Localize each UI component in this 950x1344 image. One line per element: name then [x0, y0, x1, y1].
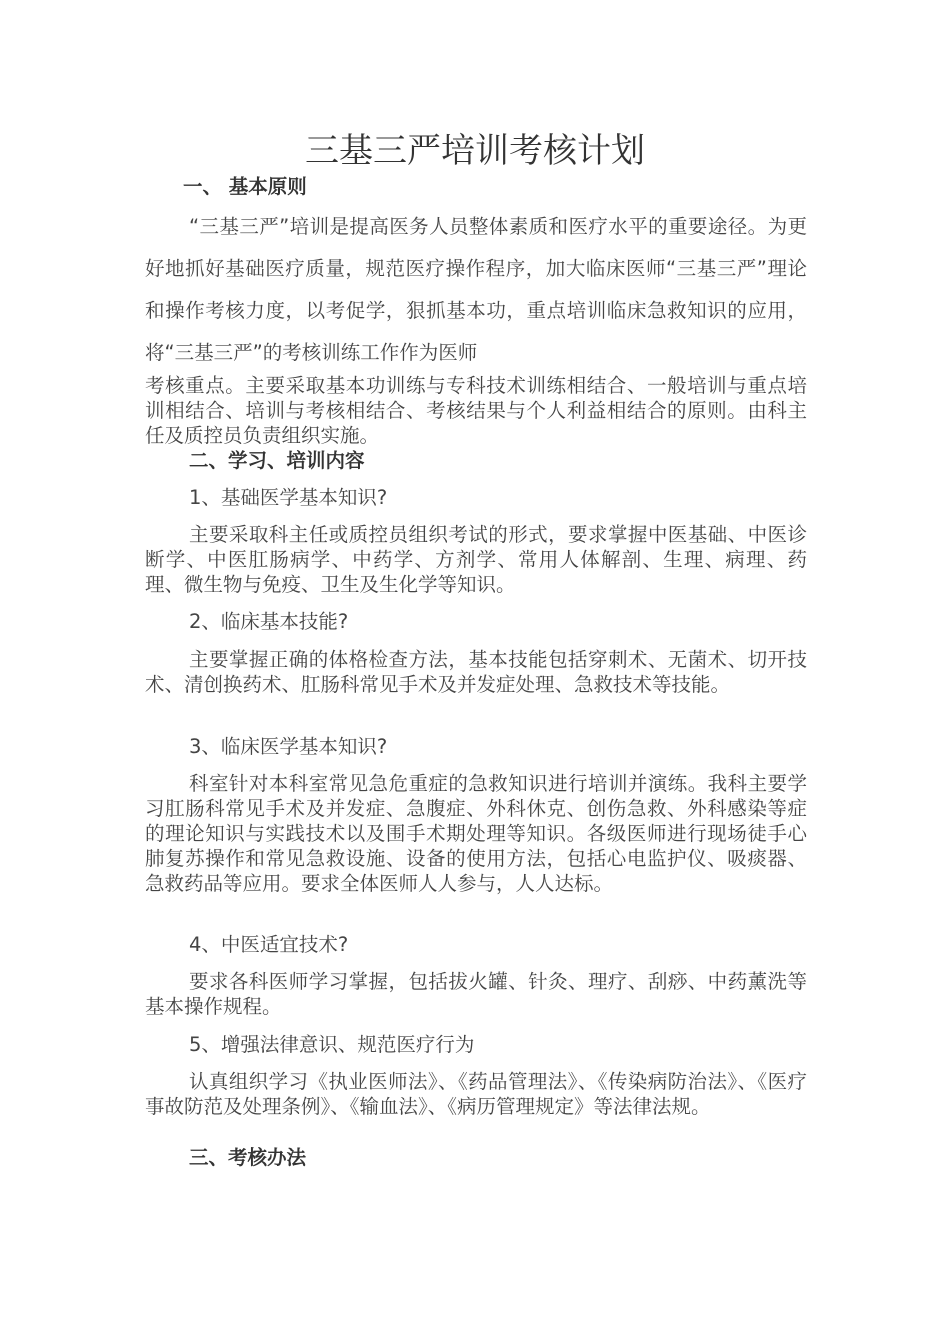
document-title: 三基三严培训考核计划 — [305, 131, 645, 171]
paragraph-clinical-medical-knowledge: 科室针对本科室常见急危重症的急救知识进行培训并演练。我科主要学习肛肠科常见手术及并发症、急腹症、外科休克、创伤急救、外科感染等症的理论知识与实践技术以及围手术期处理等知识。各级医师进行现场徒手心肺复苏操作和常见急救设施、设备的使用方法，包括心电监护仪、吸痰器、急救药品等应用。要求全体医师人人参与，人人达标。 — [145, 772, 807, 895]
subheading-clinical-basic-skills: 2、临床基本技能? — [189, 610, 349, 633]
section-heading-principles: 一、 基本原则 — [183, 175, 307, 198]
section-heading-training-content: 二、学习、培训内容 — [189, 449, 365, 472]
paragraph-tcm-techniques: 要求各科医师学习掌握，包括拔火罐、针灸、理疗、刮痧、中药薰洗等基本操作规程。 — [145, 970, 807, 1018]
principles-paragraph-continued: 考核重点。主要采取基本功训练与专科技术训练相结合、一般培训与重点培训相结合、培训与考核相结合、考核结果与个人利益相结合的原则。由科主任及质控员负责组织实施。 — [145, 374, 807, 447]
paragraph-basic-medical-knowledge: 主要采取科主任或质控员组织考试的形式，要求掌握中医基础、中医诊断学、中医肛肠病学、中药学、方剂学、常用人体解剖、生理、病理、药理、微生物与免疫、卫生及生化学等知识。 — [145, 523, 807, 596]
paragraph-legal-awareness: 认真组织学习《执业医师法》、《药品管理法》、《传染病防治法》、《医疗事故防范及处理条例》、《输血法》、《病历管理规定》等法律法规。 — [145, 1070, 807, 1118]
paragraph-clinical-basic-skills: 主要掌握正确的体格检查方法，基本技能包括穿刺术、无菌术、切开技术、清创换药术、肛肠科常见手术及并发症处理、急救技术等技能。 — [145, 648, 807, 696]
principles-paragraph: “三基三严”培训是提高医务人员整体素质和医疗水平的重要途径。为更好地抓好基础医疗质量，规范医疗操作程序，加大临床医师“三基三严”理论和操作考核力度，以考促学，狠抓基本功，重点培训临床急救知识的应用，将“三基三严”的考核训练工作作为医师 — [145, 215, 807, 364]
subheading-basic-medical-knowledge: 1、基础医学基本知识? — [189, 486, 388, 509]
subheading-tcm-techniques: 4、中医适宜技术? — [189, 933, 349, 956]
subheading-clinical-medical-knowledge: 3、临床医学基本知识? — [189, 735, 388, 758]
section-heading-assessment-method: 三、考核办法 — [189, 1146, 307, 1169]
subheading-legal-awareness: 5、增强法律意识、规范医疗行为 — [189, 1033, 475, 1056]
